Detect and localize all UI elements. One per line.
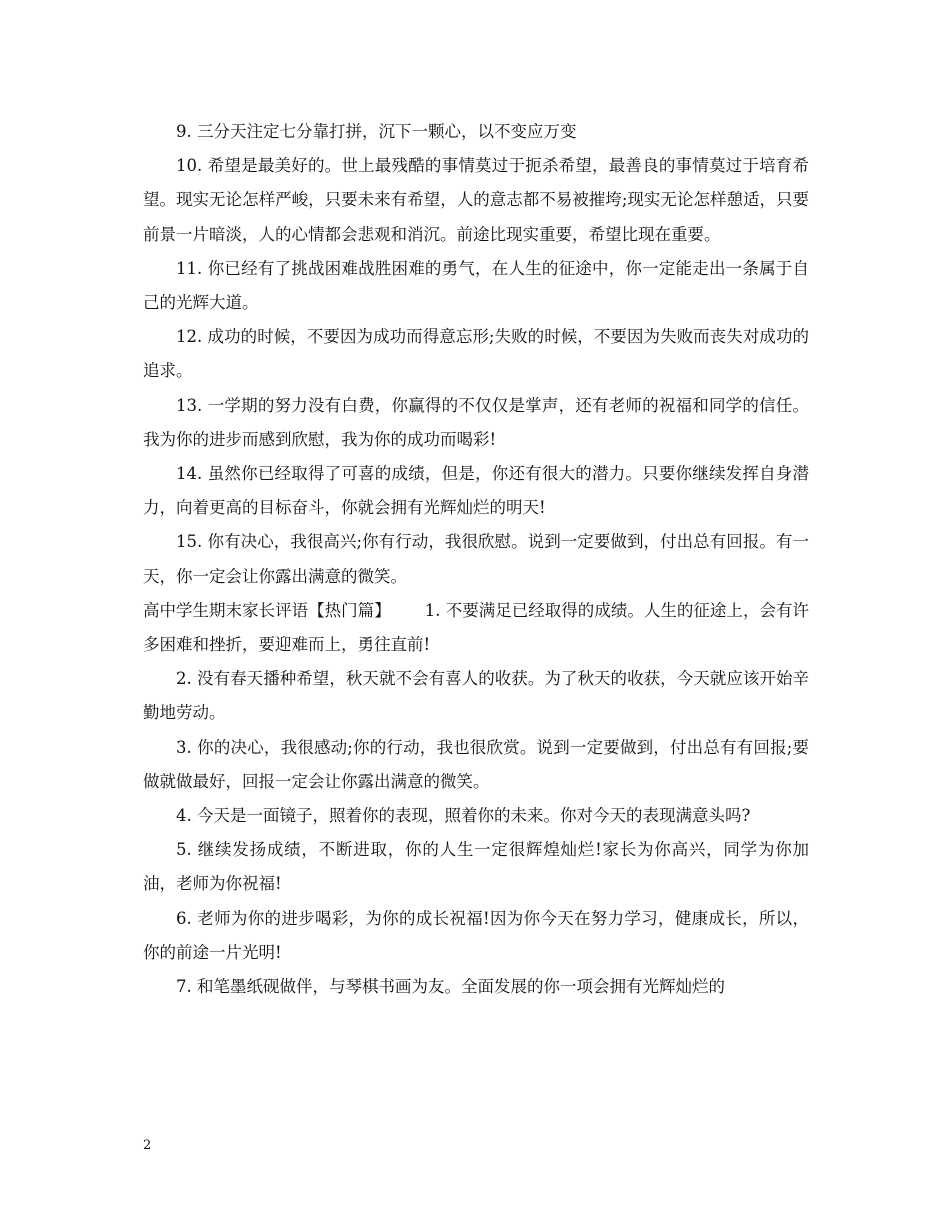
section-item-7: 7. 和笔墨纸砚做伴，与琴棋书画为友。全面发展的你一项会拥有光辉灿烂的 xyxy=(176,977,725,997)
paragraph-item-14: 14. 虽然你已经取得了可喜的成绩，但是，你还有很大的潜力。只要你继续发挥自身潜力，向着更高的目标奋斗，你就会拥有光辉灿烂的明天! xyxy=(143,464,809,518)
section-item-4: 4. 今天是一面镜子，照着你的表现，照着你的未来。你对今天的表现满意头吗? xyxy=(176,806,751,826)
document-body xyxy=(143,115,809,1004)
paragraph-item-13: 13. 一学期的努力没有白费，你赢得的不仅仅是掌声，还有老师的祝福和同学的信任。我为你的进步而感到欣慰，我为你的成功而喝彩! xyxy=(143,395,809,449)
section-item-5: 5. 继续发扬成绩，不断进取，你的人生一定很辉煌灿烂!家长为你高兴，同学为你加油，老师为你祝福! xyxy=(143,840,809,894)
section-heading-paragraph xyxy=(143,594,809,662)
section-item-6: 6. 老师为你的进步喝彩，为你的成长祝福!因为你今天在努力学习，健康成长，所以，你的前途一片光明! xyxy=(143,908,809,962)
paragraph-item-11: 11. 你已经有了挑战困难战胜困难的勇气，在人生的征途中，你一定能走出一条属于自己的光辉大道。 xyxy=(143,258,809,313)
paragraph-item-12: 12. 成功的时候，不要因为成功而得意忘形;失败的时候，不要因为失败而丧失对成功的追求。 xyxy=(143,327,809,381)
paragraph-item-10: 10. 希望是最美好的。世上最残酷的事情莫过于扼杀希望，最善良的事情莫过于培育希望。现实无论怎样严峻，只要未来有希望，人的意志都不易被摧垮;现实无论怎样憩适，只要前景一片暗淡，人的心情都会悲观和消沉。前途比现实重要，希望比现在重要。 xyxy=(143,156,809,244)
section-item-2: 2. 没有春天播种希望，秋天就不会有喜人的收获。为了秋天的收获，今天就应该开始辛勤地劳动。 xyxy=(143,669,809,723)
paragraph-item-15: 15. 你有决心，我很高兴;你有行动，我很欣慰。说到一定要做到，付出总有回报。有一天，你一定会让你露出满意的微笑。 xyxy=(143,532,809,586)
section-item-1: 1. 不要满足已经取得的成绩。人生的征途上，会有许多困难和挫折，要迎难而上，勇往直前! xyxy=(143,600,809,655)
section-heading: 高中学生期末家长评语【热门篇】 xyxy=(143,600,391,620)
section-item-3: 3. 你的决心，我很感动;你的行动，我也很欣赏。说到一定要做到，付出总有有回报;要做就做最好，回报一定会让你露出满意的微笑。 xyxy=(143,737,809,791)
paragraph-item-9: 9. 三分天注定七分靠打拼，沉下一颗心，以不变应万变 xyxy=(176,122,577,141)
page-number: 2 xyxy=(143,1138,152,1153)
